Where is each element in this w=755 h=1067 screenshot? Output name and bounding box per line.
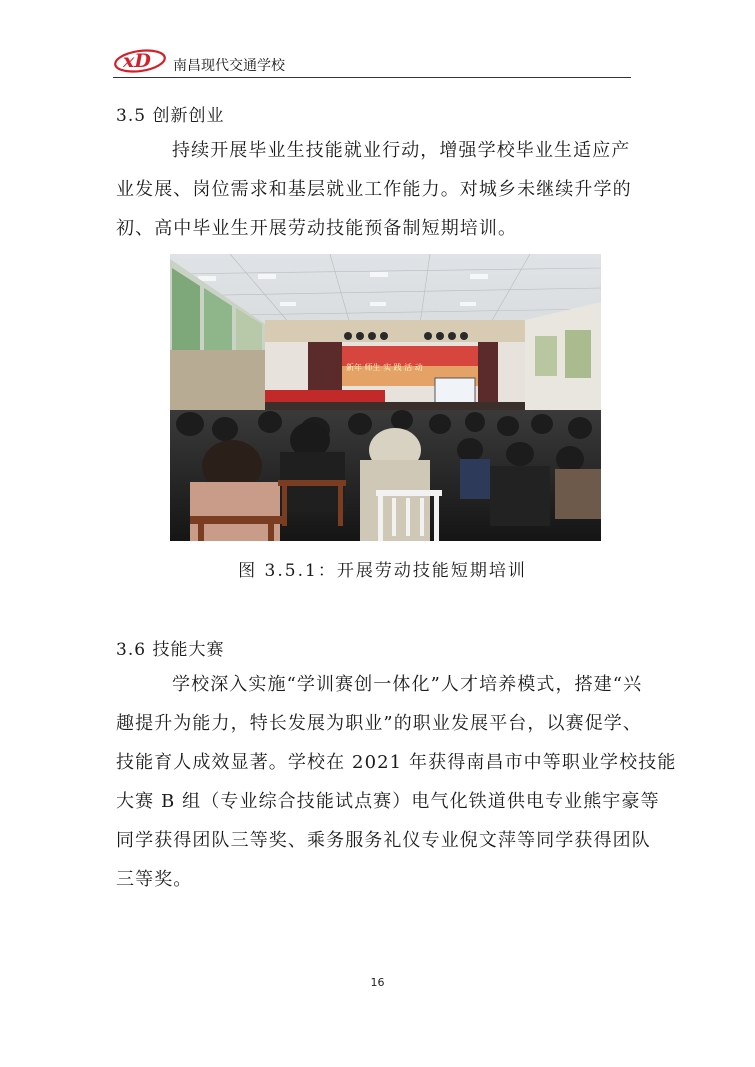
paragraph-line: 趣提升为能力，特长发展为职业”的职业发展平台，以赛促学、 <box>116 713 642 734</box>
training-photo <box>170 254 601 541</box>
paragraph-line: 业发展、岗位需求和基层就业工作能力。对城乡未继续升学的 <box>116 179 632 200</box>
header-divider <box>113 77 631 78</box>
paragraph-line: 同学获得团队三等奖、乘务服务礼仪专业倪文萍等同学获得团队 <box>116 830 651 851</box>
school-name: 南昌现代交通学校 <box>173 58 285 74</box>
svg-text:xD: xD <box>123 50 151 72</box>
paragraph-line: 技能育人成效显著。学校在 2021 年获得南昌市中等职业学校技能 <box>116 752 677 773</box>
school-logo <box>113 46 167 74</box>
paragraph-line: 三等奖。 <box>116 869 193 890</box>
section-heading-3-6: 3.6 技能大赛 <box>116 640 225 660</box>
figure-caption: 图 3.5.1：开展劳动技能短期培训 <box>238 561 527 581</box>
stage-banner-text: 新年 师生 实 践 活 动 <box>346 363 423 372</box>
section-heading-3-5: 3.5 创新创业 <box>116 106 225 126</box>
paragraph-line: 学校深入实施“学训赛创一体化”人才培养模式，搭建“兴 <box>172 674 643 695</box>
page-header <box>113 44 631 78</box>
section-3-5-paragraph <box>116 131 632 248</box>
section-3-6-paragraph <box>116 665 677 899</box>
paragraph-line: 初、高中毕业生开展劳动技能预备制短期培训。 <box>116 218 518 239</box>
page-number: 16 <box>370 976 385 989</box>
paragraph-line: 持续开展毕业生技能就业行动，增强学校毕业生适应产 <box>172 140 631 161</box>
paragraph-line: 大赛 B 组（专业综合技能试点赛）电气化铁道供电专业熊宇豪等 <box>116 791 660 812</box>
